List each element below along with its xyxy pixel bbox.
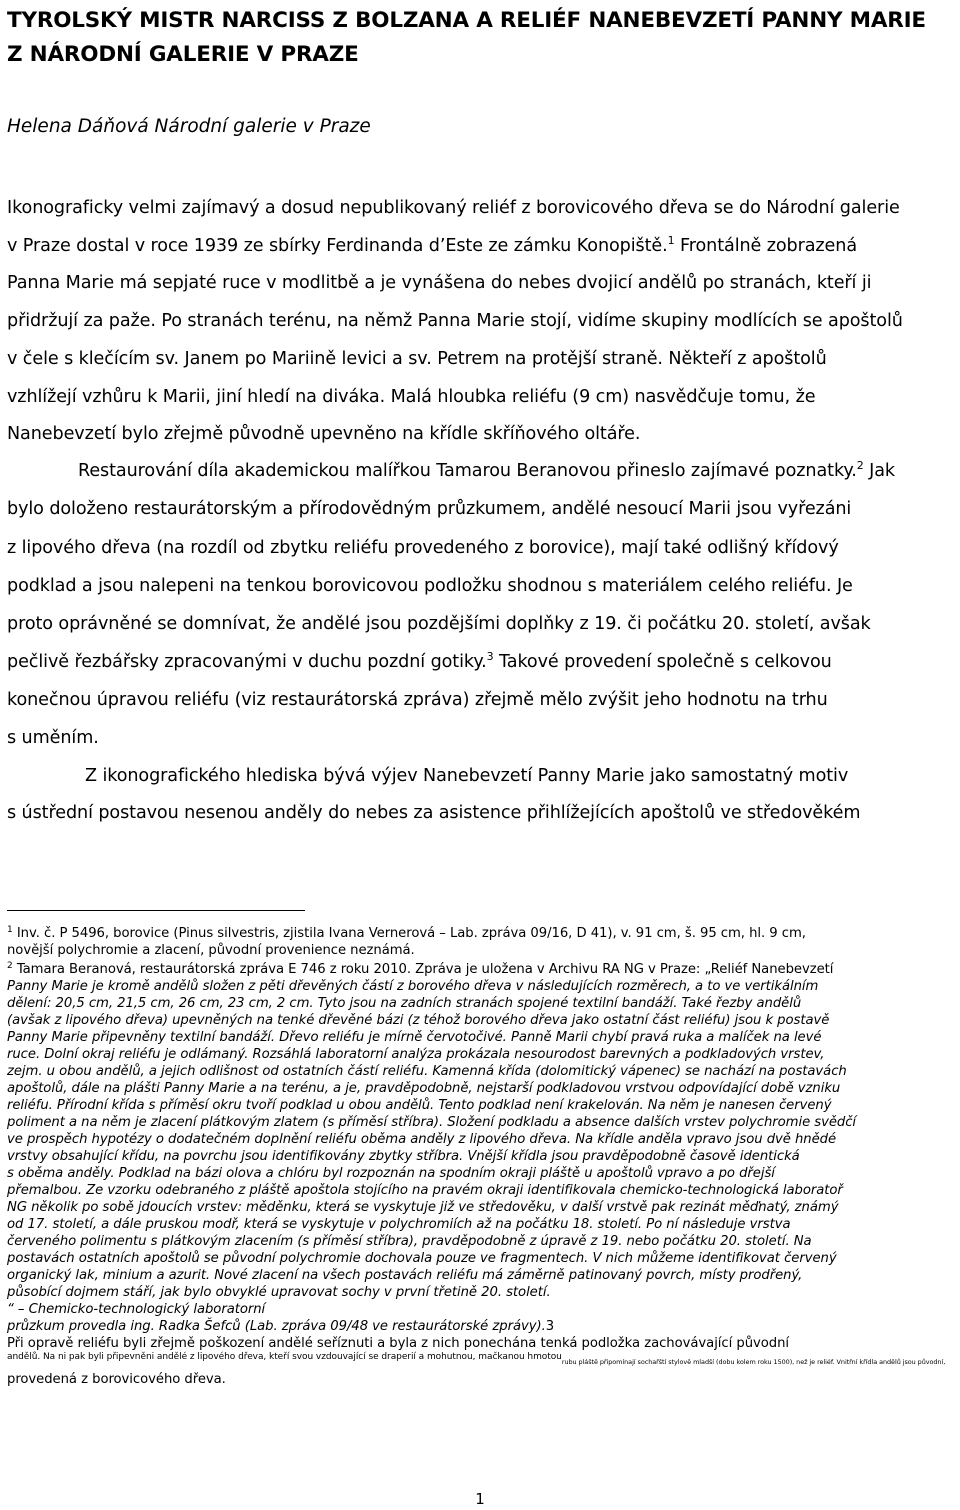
footnote-line: reliéfu. Přírodní křída s příměsí okru tvoří podklad u obou andělů. Tento podklad není krakelován. Na něm je nanesen červený bbox=[7, 1098, 832, 1113]
footnote-line: poliment a na něm je zlacení plátkovým zlatem (s příměsí stříbra). Složení podkladu a absence dalších vrstev polychromie svědčí bbox=[7, 1115, 857, 1130]
author-line: Helena Dáňová Národní galerie v Praze bbox=[7, 116, 371, 137]
body-line: pečlivě řezbářsky zpracovanými v duchu pozdní gotiky.$^3$ Takové provedení společně s celkovou bbox=[7, 650, 832, 672]
body-line: s uměním. bbox=[7, 728, 99, 748]
footnote-line: dělení: 20,5 cm, 21,5 cm, 26 cm, 23 cm, 2 cm. Tyto jsou na zadních stranách spojené textilní bandáží. Také řezby andělů bbox=[7, 996, 802, 1011]
footnote-ref[interactable]: 3 bbox=[486, 650, 494, 663]
footnote-separator bbox=[7, 910, 305, 911]
footnote-line: $^2$ Tamara Beranová, restaurátorská zpráva E 746 z roku 2010. Zpráva je uložena v Archivu RA NG v Praze: „Reliéf Nanebevzetí bbox=[7, 961, 834, 977]
body-line: Nanebevzetí bylo zřejmě původně upevněno na křídle skříňového oltáře. bbox=[7, 424, 641, 444]
footnote-line: “ – Chemicko-technologický laboratorní bbox=[7, 1302, 266, 1317]
footnote-line: novější polychromie a zlacení, původní provenience neznámá. bbox=[7, 943, 415, 958]
body-line: bylo doloženo restaurátorským a přírodovědným průzkumem, andělé nesoucí Marii jsou vyřezáni bbox=[7, 499, 852, 519]
footnote-line: $^1$ Inv. č. P 5496, borovice (Pinus silvestris, zjistila Ivana Vernerová – Lab. zpráva 09/16, D 41), v. 91 cm, š. 95 cm, hl. 9 cm, bbox=[7, 925, 806, 941]
footnote-line: postavách ostatních apoštolů se původní polychromie dochovala pouze ve fragmentech. V nich můžeme identifikovat červený bbox=[7, 1251, 837, 1266]
footnote-line: zejm. u obou andělů, a jejich odlišnost od ostatních částí reliéfu. Kamenná křída (dolomitický vápenec) se nachází na postavách bbox=[7, 1064, 847, 1079]
body-line: přidržují za paže. Po stranách terénu, na němž Panna Marie stojí, vidíme skupiny modlících se apoštolů bbox=[7, 311, 903, 331]
page-number: 1 bbox=[475, 1490, 485, 1508]
body-line: konečnou úpravou reliéfu (viz restaurátorská zpráva) zřejmě mělo zvýšit jeho hodnotu na trhu bbox=[7, 690, 828, 710]
title-line-1: TYROLSKÝ MISTR NARCISS Z BOLZANA A RELIÉF NANEBEVZETÍ PANNY MARIE bbox=[7, 8, 926, 33]
body-line: proto oprávněné se domnívat, že andělé jsou pozdějšími doplňky z 19. či počátku 20. století, avšak bbox=[7, 614, 871, 634]
body-line: s ústřední postavou nesenou anděly do nebes za asistence přihlížejících apoštolů ve středověkém bbox=[7, 803, 861, 823]
footnote-line: působící dojmem stáří, jak bylo obvyklé upravovat sochy v první třetině 20. století. bbox=[7, 1285, 551, 1300]
body-line: Ikonograficky velmi zajímavý a dosud nepublikovaný reliéf z borovicového dřeva se do Národní galerie bbox=[7, 198, 900, 218]
footnote-line: organický lak, minium a azurit. Nové zlacení na všech postavách reliéfu má záměrně patinovaný povrch, místy prodřený, bbox=[7, 1268, 803, 1283]
footnote-line: od 17. století, a dále pruskou modř, která se vyskytuje v polychromiích až na počátku 18. století. Po ní následuje vrstva bbox=[7, 1217, 791, 1232]
footnote-line: Panny Marie je kromě andělů složen z pěti dřevěných částí z borového dřeva v následujících rozměrech, a to ve vertikálním bbox=[7, 979, 819, 994]
footnote-line: $^{andělů. Na ni pak byli připevněni andělé z lipového dřeva, kteří svou vzdouvající se draperií a mohutnou, mačkanou hmotou}$rubu pláště připomínají sochařští stylově mladší (dobu kolem roku 1500), než je reliéf. Vnitřní křídla andělů jsou původní, bbox=[7, 1352, 946, 1366]
body-line: vzhlížejí vzhůru k Marii, jiní hledí na diváka. Malá hloubka reliéfu (9 cm) nasvědčuje tomu, že bbox=[7, 387, 816, 407]
footnote-line: červeného polimentu s plátkovým zlacením (s příměsí stříbra), pravděpodobně z úpravě z 19. nebo počátku 20. století. Na bbox=[7, 1234, 812, 1249]
footnote-line: provedená z borovicového dřeva. bbox=[7, 1372, 226, 1387]
footnote-ref[interactable]: 2 bbox=[856, 459, 864, 472]
body-line: v Praze dostal v roce 1939 ze sbírky Ferdinanda d’Este ze zámku Konopiště.$^1$ Frontálně zobrazená bbox=[7, 234, 858, 256]
title-line-2: Z NÁRODNÍ GALERIE V PRAZE bbox=[7, 42, 359, 67]
footnote-line: Při opravě reliéfu byli zřejmě poškození andělé seříznuti a byla z nich ponechána tenká podložka zachovávající původní bbox=[7, 1336, 790, 1351]
footnote-line: NG několik po sobě jdoucích vrstev: měděnku, která se vyskytuje již ve středověku, v další vrstvě pak rezinát měďnatý, známý bbox=[7, 1200, 839, 1215]
footnote-line: apoštolů, dále na plášti Panny Marie a na terénu, a je, pravděpodobně, nejstarší podkladovou vrstvou odpovídající době vzniku bbox=[7, 1081, 841, 1096]
footnote-line: Panny Marie připevněny textilní bandáží. Dřevo reliéfu je mírně červotočivé. Panně Marii chybí pravá ruka a malíček na levé bbox=[7, 1030, 822, 1045]
footnote-line: vrstvy obsahující křídu, na povrchu jsou identifikovány zbytky stříbra. Vnější křídla jsou pravděpodobně časově identická bbox=[7, 1149, 800, 1164]
footnote-line: s oběma anděly. Podklad na bázi olova a chlóru byl rozpoznán na spodním okraji pláště u apoštolů vpravo a po dřejší bbox=[7, 1166, 775, 1181]
body-line: v čele s klečícím sv. Janem po Mariině levici a sv. Petrem na protější straně. Někteří z apoštolů bbox=[7, 349, 827, 369]
body-line: Panna Marie má sepjaté ruce v modlitbě a je vynášena do nebes dvojicí andělů po stranách, kteří ji bbox=[7, 273, 872, 293]
footnote-ref[interactable]: 1 bbox=[667, 234, 675, 247]
body-line: Z ikonografického hlediska bývá výjev Nanebevzetí Panny Marie jako samostatný motiv bbox=[85, 766, 849, 786]
footnote-line: ruce. Dolní okraj reliéfu je odlámaný. Rozsáhlá laboratorní analýza prokázala nesourodost barevných a podkladových vrstev, bbox=[7, 1047, 825, 1062]
body-line: z lipového dřeva (na rozdíl od zbytku reliéfu provedeného z borovice), mají také odlišný křídový bbox=[7, 538, 839, 558]
body-line: Restaurování díla akademickou malířkou Tamarou Beranovou přineslo zajímavé poznatky.$^2$ Jak bbox=[78, 459, 895, 481]
footnote-line: průzkum provedla ing. Radka Šefců (Lab. zpráva 09/48 ve restaurátorské zprávy).3 bbox=[7, 1319, 555, 1334]
footnote-line: (avšak z lipového dřeva) upevněných na tenké dřevěné bázi (z téhož borového dřeva jako ostatní část reliéfu) jsou k postavě bbox=[7, 1013, 830, 1028]
body-line: podklad a jsou nalepeni na tenkou borovicovou podložku shodnou s materiálem celého reliéfu. Je bbox=[7, 576, 853, 596]
footnote-line: přemalbou. Ze vzorku odebraného z pláště apoštola stojícího na pravém okraji identifikovala chemicko-technologická laboratoř bbox=[7, 1183, 843, 1198]
footnote-line: ve prospěch hypotézy o dodatečném doplnění reliéfu oběma anděly z lipového dřeva. Na křídle anděla vpravo jsou dvě hnědé bbox=[7, 1132, 837, 1147]
